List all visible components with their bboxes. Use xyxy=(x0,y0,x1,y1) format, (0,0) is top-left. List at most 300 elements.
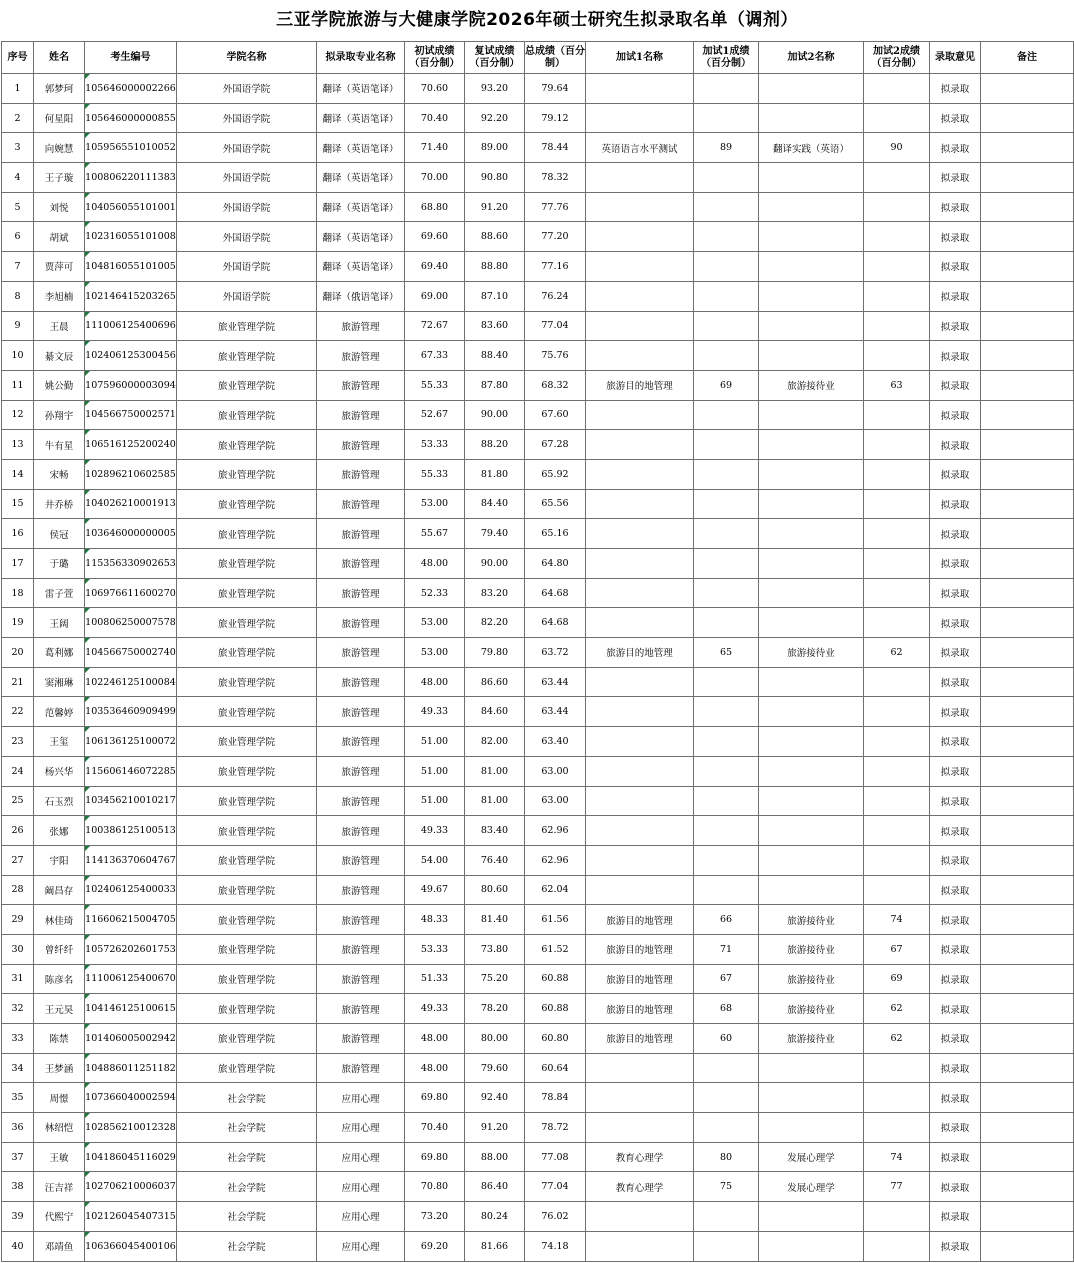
cell-col-prelim: 52.33 xyxy=(405,578,465,608)
cell-col-extra1-name xyxy=(586,222,694,252)
cell-col-name: 阚昌存 xyxy=(34,875,85,905)
cell-col-prelim: 48.33 xyxy=(405,905,465,935)
cell-col-decision: 拟录取 xyxy=(930,133,981,163)
cell-col-extra2-score xyxy=(864,489,930,519)
cell-col-extra1-score xyxy=(694,311,759,341)
cell-col-extra1-score xyxy=(694,252,759,282)
cell-col-extra1-name: 旅游目的地管理 xyxy=(586,370,694,400)
cell-col-name: 綦文辰 xyxy=(34,341,85,371)
cell-col-exam-id: 100806250007578 xyxy=(85,608,177,638)
cell-col-extra1-score: 71 xyxy=(694,934,759,964)
cell-col-name: 邓靖鱼 xyxy=(34,1231,85,1261)
cell-col-total: 61.56 xyxy=(525,905,586,935)
cell-col-retest: 89.00 xyxy=(465,133,525,163)
cell-col-retest: 75.20 xyxy=(465,964,525,994)
cell-col-retest: 92.40 xyxy=(465,1083,525,1113)
cell-col-prelim: 48.00 xyxy=(405,667,465,697)
table-row xyxy=(2,370,1074,400)
header-col-remark: 备注 xyxy=(981,42,1074,74)
cell-col-major: 旅游管理 xyxy=(317,578,405,608)
cell-col-extra2-score xyxy=(864,1202,930,1232)
cell-col-extra2-score xyxy=(864,519,930,549)
cell-col-exam-id: 105726202601753 xyxy=(85,934,177,964)
cell-col-name: 张娜 xyxy=(34,816,85,846)
cell-col-major: 应用心理 xyxy=(317,1172,405,1202)
table-row xyxy=(2,1053,1074,1083)
cell-col-extra1-name xyxy=(586,697,694,727)
cell-col-retest: 78.20 xyxy=(465,994,525,1024)
cell-col-extra1-score xyxy=(694,816,759,846)
table-row xyxy=(2,934,1074,964)
cell-col-seq: 11 xyxy=(2,370,34,400)
table-row xyxy=(2,875,1074,905)
cell-col-seq: 12 xyxy=(2,400,34,430)
cell-col-major: 旅游管理 xyxy=(317,756,405,786)
cell-col-decision: 拟录取 xyxy=(930,1113,981,1143)
cell-col-extra1-score xyxy=(694,608,759,638)
cell-col-major: 旅游管理 xyxy=(317,311,405,341)
cell-col-remark xyxy=(981,667,1074,697)
header-col-college: 学院名称 xyxy=(177,42,317,74)
cell-col-exam-id: 105956551010052 xyxy=(85,133,177,163)
cell-col-remark xyxy=(981,816,1074,846)
cell-col-extra1-name: 旅游目的地管理 xyxy=(586,964,694,994)
cell-col-extra2-score xyxy=(864,400,930,430)
cell-col-major: 翻译（英语笔译） xyxy=(317,74,405,104)
cell-col-extra2-score xyxy=(864,608,930,638)
cell-col-retest: 86.60 xyxy=(465,667,525,697)
cell-col-extra1-score xyxy=(694,222,759,252)
cell-col-college: 社会学院 xyxy=(177,1172,317,1202)
cell-col-college: 旅业管理学院 xyxy=(177,756,317,786)
cell-col-extra1-score: 80 xyxy=(694,1142,759,1172)
cell-col-extra1-score xyxy=(694,192,759,222)
cell-col-decision: 拟录取 xyxy=(930,163,981,193)
cell-col-extra1-name xyxy=(586,816,694,846)
table-row xyxy=(2,1113,1074,1143)
cell-col-extra2-name xyxy=(759,519,864,549)
cell-col-name: 贾萍可 xyxy=(34,252,85,282)
cell-col-remark xyxy=(981,1142,1074,1172)
cell-col-extra1-name xyxy=(586,608,694,638)
table-row xyxy=(2,400,1074,430)
cell-col-extra1-name xyxy=(586,1083,694,1113)
cell-col-major: 旅游管理 xyxy=(317,638,405,668)
cell-col-extra1-score xyxy=(694,1231,759,1261)
cell-col-prelim: 69.20 xyxy=(405,1231,465,1261)
table-row xyxy=(2,133,1074,163)
cell-col-exam-id: 116606215004705 xyxy=(85,905,177,935)
cell-col-decision: 拟录取 xyxy=(930,578,981,608)
cell-col-extra2-score xyxy=(864,1083,930,1113)
cell-col-name: 林绍恺 xyxy=(34,1113,85,1143)
cell-col-retest: 92.20 xyxy=(465,103,525,133)
cell-col-remark xyxy=(981,252,1074,282)
cell-col-total: 63.40 xyxy=(525,727,586,757)
cell-col-major: 翻译（俄语笔译） xyxy=(317,281,405,311)
cell-col-decision: 拟录取 xyxy=(930,459,981,489)
cell-col-prelim: 53.00 xyxy=(405,638,465,668)
cell-col-total: 63.44 xyxy=(525,667,586,697)
cell-col-retest: 84.40 xyxy=(465,489,525,519)
cell-col-extra2-score xyxy=(864,103,930,133)
cell-col-name: 陈彦名 xyxy=(34,964,85,994)
cell-col-extra2-score xyxy=(864,845,930,875)
cell-col-decision: 拟录取 xyxy=(930,667,981,697)
table-row xyxy=(2,638,1074,668)
cell-col-college: 旅业管理学院 xyxy=(177,430,317,460)
cell-col-major: 旅游管理 xyxy=(317,1053,405,1083)
cell-col-name: 曾纤纤 xyxy=(34,934,85,964)
cell-col-remark xyxy=(981,1172,1074,1202)
cell-col-retest: 87.80 xyxy=(465,370,525,400)
cell-col-prelim: 68.80 xyxy=(405,192,465,222)
cell-col-extra2-name: 旅游接待业 xyxy=(759,370,864,400)
cell-col-retest: 81.40 xyxy=(465,905,525,935)
cell-col-seq: 7 xyxy=(2,252,34,282)
cell-col-name: 王子璇 xyxy=(34,163,85,193)
cell-col-major: 应用心理 xyxy=(317,1083,405,1113)
cell-col-seq: 27 xyxy=(2,845,34,875)
cell-col-extra2-name xyxy=(759,816,864,846)
cell-col-remark xyxy=(981,697,1074,727)
cell-col-name: 井乔桥 xyxy=(34,489,85,519)
cell-col-total: 61.52 xyxy=(525,934,586,964)
cell-col-seq: 6 xyxy=(2,222,34,252)
cell-col-retest: 90.00 xyxy=(465,549,525,579)
table-row xyxy=(2,697,1074,727)
cell-col-decision: 拟录取 xyxy=(930,1231,981,1261)
cell-col-retest: 81.66 xyxy=(465,1231,525,1261)
cell-col-total: 76.02 xyxy=(525,1202,586,1232)
cell-col-seq: 39 xyxy=(2,1202,34,1232)
cell-col-total: 65.92 xyxy=(525,459,586,489)
cell-col-total: 78.72 xyxy=(525,1113,586,1143)
cell-col-extra1-name xyxy=(586,489,694,519)
cell-col-total: 78.32 xyxy=(525,163,586,193)
cell-col-college: 旅业管理学院 xyxy=(177,341,317,371)
cell-col-extra2-name xyxy=(759,727,864,757)
cell-col-extra1-name xyxy=(586,875,694,905)
cell-col-college: 旅业管理学院 xyxy=(177,994,317,1024)
cell-col-retest: 73.80 xyxy=(465,934,525,964)
cell-col-prelim: 70.00 xyxy=(405,163,465,193)
cell-col-decision: 拟录取 xyxy=(930,400,981,430)
cell-col-total: 77.16 xyxy=(525,252,586,282)
cell-col-extra1-name: 旅游目的地管理 xyxy=(586,1024,694,1054)
cell-col-total: 74.18 xyxy=(525,1231,586,1261)
cell-col-exam-id: 104056055101001 xyxy=(85,192,177,222)
cell-col-retest: 80.24 xyxy=(465,1202,525,1232)
cell-col-prelim: 72.67 xyxy=(405,311,465,341)
header-col-name: 姓名 xyxy=(34,42,85,74)
cell-col-seq: 19 xyxy=(2,608,34,638)
cell-col-extra1-name xyxy=(586,1231,694,1261)
cell-col-extra2-score xyxy=(864,281,930,311)
table-row xyxy=(2,1083,1074,1113)
header-col-extra2-name: 加试2名称 xyxy=(759,42,864,74)
cell-col-major: 旅游管理 xyxy=(317,341,405,371)
cell-col-extra1-score xyxy=(694,1053,759,1083)
cell-col-total: 62.96 xyxy=(525,816,586,846)
cell-col-extra2-name xyxy=(759,786,864,816)
cell-col-prelim: 49.67 xyxy=(405,875,465,905)
cell-col-college: 社会学院 xyxy=(177,1231,317,1261)
cell-col-exam-id: 114136370604767 xyxy=(85,845,177,875)
cell-col-name: 郭梦珂 xyxy=(34,74,85,104)
cell-col-total: 77.04 xyxy=(525,1172,586,1202)
cell-col-remark xyxy=(981,341,1074,371)
cell-col-prelim: 70.40 xyxy=(405,103,465,133)
cell-col-prelim: 55.33 xyxy=(405,370,465,400)
cell-col-extra1-score: 60 xyxy=(694,1024,759,1054)
cell-col-remark xyxy=(981,1231,1074,1261)
table-row xyxy=(2,786,1074,816)
cell-col-extra1-name xyxy=(586,549,694,579)
cell-col-remark xyxy=(981,875,1074,905)
cell-col-extra1-score xyxy=(694,103,759,133)
cell-col-extra2-score xyxy=(864,1113,930,1143)
cell-col-extra2-score xyxy=(864,163,930,193)
cell-col-extra1-score xyxy=(694,697,759,727)
cell-col-extra2-score xyxy=(864,667,930,697)
cell-col-extra1-score xyxy=(694,74,759,104)
cell-col-major: 旅游管理 xyxy=(317,549,405,579)
cell-col-retest: 80.60 xyxy=(465,875,525,905)
cell-col-extra1-score: 75 xyxy=(694,1172,759,1202)
cell-col-extra1-name xyxy=(586,400,694,430)
table-row xyxy=(2,964,1074,994)
cell-col-remark xyxy=(981,608,1074,638)
cell-col-extra1-name xyxy=(586,727,694,757)
cell-col-name: 石玉烈 xyxy=(34,786,85,816)
cell-col-retest: 81.00 xyxy=(465,786,525,816)
table-row xyxy=(2,281,1074,311)
table-row xyxy=(2,845,1074,875)
cell-col-exam-id: 105646000002266 xyxy=(85,74,177,104)
cell-col-major: 旅游管理 xyxy=(317,430,405,460)
cell-col-retest: 88.80 xyxy=(465,252,525,282)
cell-col-college: 社会学院 xyxy=(177,1113,317,1143)
cell-col-extra1-name: 教育心理学 xyxy=(586,1142,694,1172)
table-row xyxy=(2,578,1074,608)
cell-col-extra2-name: 旅游接待业 xyxy=(759,994,864,1024)
cell-col-total: 63.72 xyxy=(525,638,586,668)
cell-col-exam-id: 104026210001913 xyxy=(85,489,177,519)
cell-col-prelim: 48.00 xyxy=(405,1024,465,1054)
cell-col-college: 旅业管理学院 xyxy=(177,608,317,638)
cell-col-retest: 80.00 xyxy=(465,1024,525,1054)
cell-col-decision: 拟录取 xyxy=(930,341,981,371)
cell-col-college: 旅业管理学院 xyxy=(177,786,317,816)
cell-col-remark xyxy=(981,430,1074,460)
cell-col-extra2-name xyxy=(759,459,864,489)
cell-col-decision: 拟录取 xyxy=(930,430,981,460)
cell-col-prelim: 69.80 xyxy=(405,1083,465,1113)
table-row xyxy=(2,430,1074,460)
cell-col-exam-id: 107596000003094 xyxy=(85,370,177,400)
cell-col-extra2-name xyxy=(759,489,864,519)
cell-col-exam-id: 100386125100513 xyxy=(85,816,177,846)
cell-col-extra1-score xyxy=(694,786,759,816)
cell-col-extra2-score xyxy=(864,192,930,222)
cell-col-remark xyxy=(981,845,1074,875)
cell-col-retest: 79.80 xyxy=(465,638,525,668)
cell-col-name: 姚公勤 xyxy=(34,370,85,400)
cell-col-college: 旅业管理学院 xyxy=(177,697,317,727)
cell-col-college: 社会学院 xyxy=(177,1202,317,1232)
cell-col-name: 向婉慧 xyxy=(34,133,85,163)
cell-col-extra2-name xyxy=(759,608,864,638)
cell-col-total: 62.96 xyxy=(525,845,586,875)
cell-col-extra2-name xyxy=(759,341,864,371)
cell-col-prelim: 51.00 xyxy=(405,727,465,757)
cell-col-retest: 81.00 xyxy=(465,756,525,786)
cell-col-decision: 拟录取 xyxy=(930,1053,981,1083)
cell-col-name: 陈禁 xyxy=(34,1024,85,1054)
cell-col-college: 社会学院 xyxy=(177,1083,317,1113)
table-row xyxy=(2,311,1074,341)
cell-col-total: 63.00 xyxy=(525,756,586,786)
table-row xyxy=(2,1142,1074,1172)
cell-col-decision: 拟录取 xyxy=(930,786,981,816)
table-row xyxy=(2,489,1074,519)
cell-col-prelim: 49.33 xyxy=(405,697,465,727)
table-row xyxy=(2,1231,1074,1261)
cell-col-total: 60.80 xyxy=(525,1024,586,1054)
cell-col-extra2-name: 旅游接待业 xyxy=(759,1024,864,1054)
cell-col-extra1-score xyxy=(694,281,759,311)
cell-col-seq: 20 xyxy=(2,638,34,668)
cell-col-college: 旅业管理学院 xyxy=(177,905,317,935)
cell-col-extra1-name xyxy=(586,845,694,875)
cell-col-extra2-score: 62 xyxy=(864,638,930,668)
cell-col-seq: 38 xyxy=(2,1172,34,1202)
cell-col-name: 刘悦 xyxy=(34,192,85,222)
cell-col-college: 旅业管理学院 xyxy=(177,875,317,905)
cell-col-exam-id: 111006125400670 xyxy=(85,964,177,994)
cell-col-major: 旅游管理 xyxy=(317,459,405,489)
cell-col-major: 旅游管理 xyxy=(317,667,405,697)
cell-col-prelim: 70.80 xyxy=(405,1172,465,1202)
cell-col-decision: 拟录取 xyxy=(930,519,981,549)
cell-col-retest: 86.40 xyxy=(465,1172,525,1202)
cell-col-college: 旅业管理学院 xyxy=(177,816,317,846)
cell-col-exam-id: 104186045116029 xyxy=(85,1142,177,1172)
cell-col-total: 64.80 xyxy=(525,549,586,579)
cell-col-extra1-score xyxy=(694,459,759,489)
cell-col-retest: 83.20 xyxy=(465,578,525,608)
cell-col-major: 应用心理 xyxy=(317,1231,405,1261)
cell-col-exam-id: 102126045407315 xyxy=(85,1202,177,1232)
cell-col-college: 外国语学院 xyxy=(177,192,317,222)
cell-col-seq: 21 xyxy=(2,667,34,697)
cell-col-extra1-score xyxy=(694,875,759,905)
cell-col-total: 60.88 xyxy=(525,964,586,994)
cell-col-remark xyxy=(981,934,1074,964)
cell-col-prelim: 70.40 xyxy=(405,1113,465,1143)
cell-col-seq: 29 xyxy=(2,905,34,935)
cell-col-extra1-name: 旅游目的地管理 xyxy=(586,638,694,668)
cell-col-extra2-score: 74 xyxy=(864,905,930,935)
cell-col-exam-id: 106136125100072 xyxy=(85,727,177,757)
cell-col-extra1-score xyxy=(694,400,759,430)
cell-col-name: 孙翔宇 xyxy=(34,400,85,430)
page-title: 三亚学院旅游与大健康学院2026年硕士研究生拟录取名单（调剂） xyxy=(276,10,798,30)
cell-col-major: 旅游管理 xyxy=(317,964,405,994)
cell-col-exam-id: 104566750002571 xyxy=(85,400,177,430)
cell-col-prelim: 70.60 xyxy=(405,74,465,104)
cell-col-remark xyxy=(981,400,1074,430)
cell-col-name: 周憬 xyxy=(34,1083,85,1113)
cell-col-extra2-name xyxy=(759,163,864,193)
cell-col-retest: 79.40 xyxy=(465,519,525,549)
cell-col-decision: 拟录取 xyxy=(930,370,981,400)
cell-col-extra2-score: 77 xyxy=(864,1172,930,1202)
cell-col-extra2-score: 67 xyxy=(864,934,930,964)
cell-col-seq: 5 xyxy=(2,192,34,222)
cell-col-name: 雷子萱 xyxy=(34,578,85,608)
cell-col-exam-id: 107366040002594 xyxy=(85,1083,177,1113)
cell-col-exam-id: 102316055101008 xyxy=(85,222,177,252)
cell-col-college: 社会学院 xyxy=(177,1142,317,1172)
cell-col-college: 旅业管理学院 xyxy=(177,519,317,549)
cell-col-remark xyxy=(981,1202,1074,1232)
cell-col-seq: 8 xyxy=(2,281,34,311)
cell-col-extra1-score xyxy=(694,430,759,460)
cell-col-major: 翻译（英语笔译） xyxy=(317,252,405,282)
cell-col-remark xyxy=(981,281,1074,311)
cell-col-remark xyxy=(981,1083,1074,1113)
cell-col-college: 外国语学院 xyxy=(177,74,317,104)
cell-col-decision: 拟录取 xyxy=(930,1172,981,1202)
cell-col-name: 窦湘琳 xyxy=(34,667,85,697)
cell-col-extra2-name xyxy=(759,192,864,222)
cell-col-decision: 拟录取 xyxy=(930,816,981,846)
cell-col-extra2-score: 74 xyxy=(864,1142,930,1172)
cell-col-retest: 88.00 xyxy=(465,1142,525,1172)
cell-col-college: 旅业管理学院 xyxy=(177,549,317,579)
cell-col-name: 林佳琦 xyxy=(34,905,85,935)
cell-col-name: 范馨婷 xyxy=(34,697,85,727)
cell-col-extra1-score xyxy=(694,489,759,519)
cell-col-extra2-score xyxy=(864,311,930,341)
cell-col-extra2-name xyxy=(759,578,864,608)
cell-col-decision: 拟录取 xyxy=(930,934,981,964)
cell-col-seq: 10 xyxy=(2,341,34,371)
cell-col-extra1-score xyxy=(694,1083,759,1113)
cell-col-extra1-score: 68 xyxy=(694,994,759,1024)
cell-col-extra1-score: 89 xyxy=(694,133,759,163)
table-body xyxy=(2,74,1074,1262)
cell-col-name: 宇阳 xyxy=(34,845,85,875)
table-row xyxy=(2,905,1074,935)
cell-col-major: 旅游管理 xyxy=(317,845,405,875)
header-col-total: 总成绩（百分制） xyxy=(525,42,586,74)
table-row xyxy=(2,816,1074,846)
cell-col-exam-id: 106366045400106 xyxy=(85,1231,177,1261)
cell-col-extra1-score xyxy=(694,1113,759,1143)
cell-col-decision: 拟录取 xyxy=(930,1202,981,1232)
table-row xyxy=(2,163,1074,193)
cell-col-extra2-score xyxy=(864,341,930,371)
cell-col-seq: 26 xyxy=(2,816,34,846)
cell-col-name: 王晨 xyxy=(34,311,85,341)
cell-col-extra1-name xyxy=(586,163,694,193)
cell-col-exam-id: 104886011251182 xyxy=(85,1053,177,1083)
cell-col-remark xyxy=(981,459,1074,489)
cell-col-extra1-name xyxy=(586,74,694,104)
